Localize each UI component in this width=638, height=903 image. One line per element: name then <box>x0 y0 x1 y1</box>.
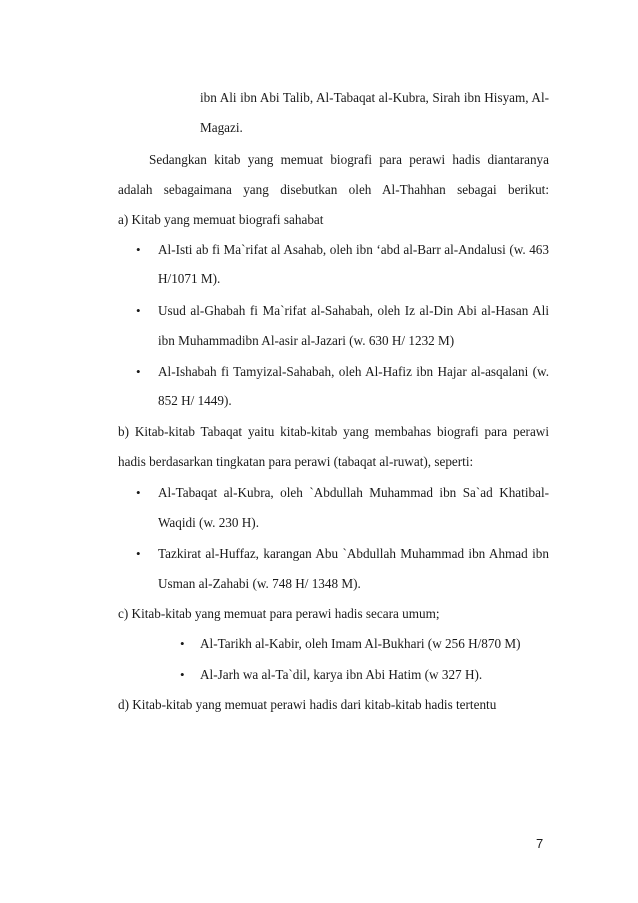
text-line: Magazi. <box>200 120 243 135</box>
bullet-icon: • <box>180 636 185 651</box>
text-line: ibn Ali ibn Abi Talib, Al-Tabaqat al-Kubra, Sirah ibn Hisyam, Al- <box>200 90 549 105</box>
bullet-icon: • <box>136 303 141 318</box>
list-item: Al-Ishabah fi Tamyizal-Sahabah, oleh Al-Hafiz ibn Hajar al-asqalani (w. <box>158 364 549 379</box>
list-item-cont: Waqidi (w. 230 H). <box>158 515 259 530</box>
section-heading-c: c) Kitab-kitab yang memuat para perawi hadis secara umum; <box>118 606 440 621</box>
list-item: Al-Isti ab fi Ma`rifat al Asahab, oleh ibn ‘abd al-Barr al-Andalusi (w. 463 <box>158 242 549 257</box>
list-item-cont: 852 H/ 1449). <box>158 393 232 408</box>
list-item-cont: H/1071 M). <box>158 271 221 286</box>
list-item: Tazkirat al-Huffaz, karangan Abu `Abdullah Muhammad ibn Ahmad ibn <box>158 546 549 561</box>
paragraph-line: adalah sebagaimana yang disebutkan oleh Al-Thahhan sebagai berikut: <box>118 182 549 197</box>
section-heading-d: d) Kitab-kitab yang memuat perawi hadis dari kitab-kitab hadis tertentu <box>118 697 497 712</box>
list-item: Al-Tarikh al-Kabir, oleh Imam Al-Bukhari (w 256 H/870 M) <box>200 636 521 651</box>
bullet-icon: • <box>136 546 141 561</box>
list-item-cont: ibn Muhammadibn Al-asir al-Jazari (w. 630 H/ 1232 M) <box>158 333 455 348</box>
page-number: 7 <box>536 836 544 851</box>
bullet-icon: • <box>136 364 141 379</box>
list-item: Al-Tabaqat al-Kubra, oleh `Abdullah Muhammad ibn Sa`ad Khatibal- <box>158 485 549 500</box>
section-heading-b: b) Kitab-kitab Tabaqat yaitu kitab-kitab yang membahas biografi para perawi <box>118 424 549 439</box>
list-item: Al-Jarh wa al-Ta`dil, karya ibn Abi Hatim (w 327 H). <box>200 667 483 682</box>
list-item: Usud al-Ghabah fi Ma`rifat al-Sahabah, oleh Iz al-Din Abi al-Hasan Ali <box>158 303 549 318</box>
bullet-icon: • <box>136 485 141 500</box>
section-heading-b-cont: hadis berdasarkan tingkatan para perawi (tabaqat al-ruwat), seperti: <box>118 454 474 469</box>
list-item-cont: Usman al-Zahabi (w. 748 H/ 1348 M). <box>158 576 361 591</box>
paragraph-line: Sedangkan kitab yang memuat biografi para perawi hadis diantaranya <box>149 152 549 167</box>
section-heading-a: a) Kitab yang memuat biografi sahabat <box>118 212 324 227</box>
bullet-icon: • <box>136 242 141 257</box>
bullet-icon: • <box>180 667 185 682</box>
